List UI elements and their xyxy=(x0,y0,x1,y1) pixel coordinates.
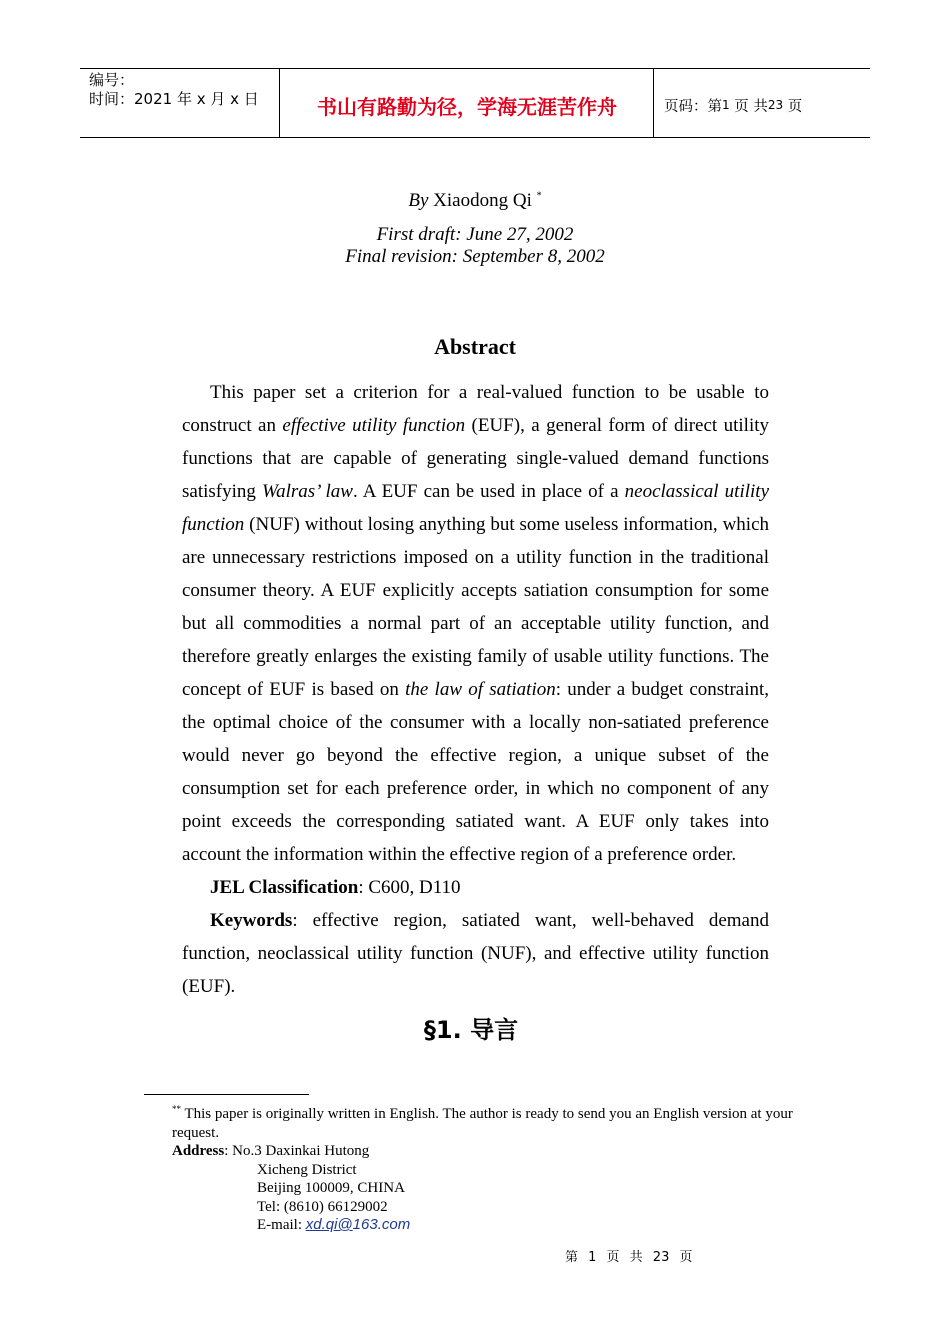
footnote-text: This paper is originally written in English. The author is ready to send you an English version at your request. xyxy=(172,1106,793,1141)
author-name: Xiaodong Qi xyxy=(433,190,532,211)
abstract-heading: Abstract xyxy=(434,334,516,359)
header-page-cell xyxy=(655,69,870,137)
byline-by: By xyxy=(408,190,429,211)
footnote-marker: ** xyxy=(172,1104,181,1114)
abstract-paragraph xyxy=(182,376,769,871)
abstract-text: . A EUF can be used in place of a xyxy=(352,481,625,502)
abstract-text: This paper set a criterion for a real-valued function to be usable to construct an xyxy=(182,382,769,436)
footnote-rule xyxy=(144,1094,309,1095)
number-label: 编号： xyxy=(89,71,135,89)
abstract-text: : under a budget constraint, the optimal choice of the consumer with a locally non-satiated preference would never go beyond the effective region, a unique subset of the consumption set for each preference order, in which no component of any point exceeds the corresponding satiated want. A EUF only takes into account the information within the effective region of a preference order. xyxy=(182,679,770,865)
email-line xyxy=(172,1216,812,1235)
jel-classification xyxy=(182,871,769,904)
keywords-value: : effective region, satiated want, well-behaved demand function, neoclassical utility function (NUF), and effective utility function (EUF). xyxy=(182,910,769,997)
address-line: Beijing 100009, CHINA xyxy=(257,1180,405,1196)
email-link[interactable] xyxy=(306,1216,410,1233)
header-info-cell xyxy=(80,69,280,137)
abstract-text: (EUF), a general form of direct utility functions that are capable of generating single-valued demand functions satisfying xyxy=(182,415,770,502)
address-street: : No.3 Daxinkai Hutong xyxy=(224,1143,370,1159)
email-user: xd.qi@ xyxy=(305,1216,353,1233)
address-label: Address xyxy=(172,1143,225,1159)
keywords-label: Keywords xyxy=(210,910,293,931)
page-current: 1 xyxy=(722,98,730,112)
abstract-italic-term: the law of satiation xyxy=(405,679,556,700)
page-total: 23 xyxy=(767,98,784,112)
footnote-note xyxy=(172,1100,812,1142)
byline xyxy=(0,190,950,212)
abstract-italic-term: effective utility function xyxy=(282,415,466,436)
abstract-italic-term: neoclassical utility function xyxy=(182,481,770,535)
first-draft: First draft: June 27, 2002 xyxy=(376,224,574,245)
email-label: E-mail: xyxy=(257,1217,306,1233)
page-label-mid: 页 共 xyxy=(734,98,768,115)
draft-dates xyxy=(0,224,950,268)
page-footer: 第 1 页 共 23 页 xyxy=(565,1250,693,1265)
abstract-italic-term: Walras’ law xyxy=(262,481,353,502)
address-first-line xyxy=(172,1142,812,1161)
keywords xyxy=(182,904,769,1003)
page-label-suffix: 页 xyxy=(787,98,803,115)
email-domain: 163.com xyxy=(352,1216,411,1233)
address-line: Tel: (8610) 66129002 xyxy=(257,1198,388,1215)
footnote xyxy=(172,1100,812,1235)
abstract-body xyxy=(182,376,769,1003)
document-header xyxy=(80,68,870,138)
abstract-text: (NUF) without losing anything but some useless information, which are unnecessary restrictions imposed on a utility function in the traditional consumer theory. A EUF explicitly accepts satiation consumption for some but all commodities a normal part of an acceptable utility function, and therefore greatly enlarges the existing family of usable utility functions. The concept of EUF is based on xyxy=(182,514,769,700)
author-footnote-marker: * xyxy=(536,190,542,202)
time-label: 时间：2021 年 x 月 x 日 xyxy=(89,90,259,108)
final-revision: Final revision: September 8, 2002 xyxy=(345,246,605,267)
address-line: Xicheng District xyxy=(257,1161,357,1178)
page-label-prefix: 页码：第 xyxy=(664,98,722,115)
header-motto: 书山有路勤为径，学海无涯苦作舟 xyxy=(281,69,654,137)
jel-value: : C600, D110 xyxy=(358,877,461,898)
section-title: §1. 导言 xyxy=(423,1016,519,1044)
jel-label: JEL Classification xyxy=(210,877,359,898)
